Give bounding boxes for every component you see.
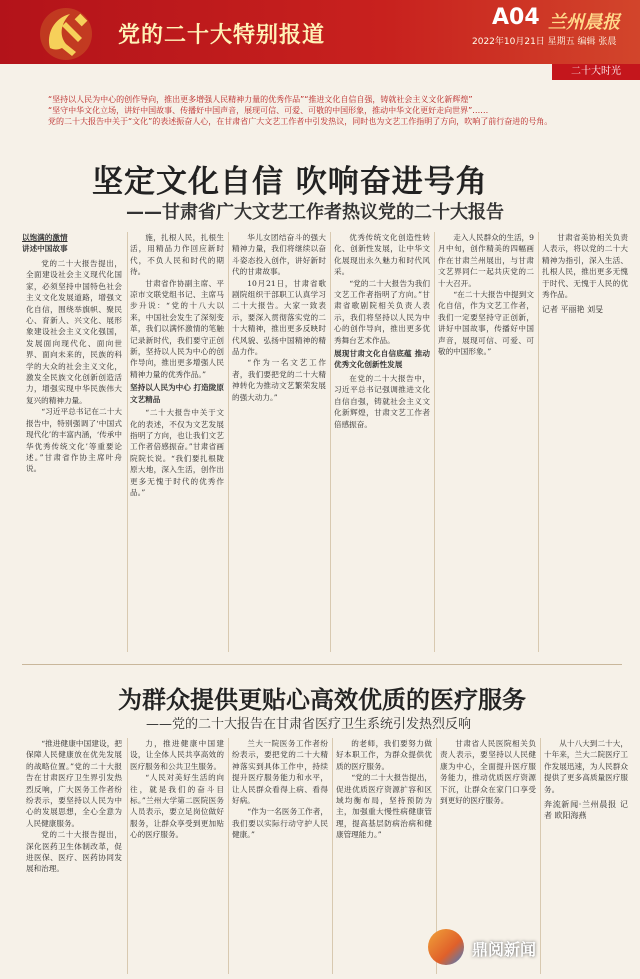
section-title: 党的二十大特别报道 xyxy=(118,23,326,48)
paragraph: 10月21日，甘肃省歌剧院组织干部职工认真学习二十大报告。大家一致表示，要深入贯彻落实党的二十大精神，推出更多反映时代风貌、弘扬中国精神的精品力作。 xyxy=(232,278,326,357)
paragraph: 施，扎根人民，扎根生活，用精品力作回应新时代，不负人民和时代的期待。 xyxy=(130,233,224,277)
article1-column-1 xyxy=(26,258,122,652)
paragraph: 党的二十大报告提出，全面建设社会主义现代化国家，必须坚持中国特色社会主义文化发展道路，增强文化自信，围绕举旗帜、聚民心、育新人、兴文化、展形象建设社会主义文化强国，发展面向现代化、面向世界、面向未来的，民族的科学的大众的社会主义文化，激发全民族文化创新创造活力，增强实现中华民族伟大复兴的精神力量。 xyxy=(26,259,122,405)
paragraph: 兰大一院医务工作者纷纷表示，要把党的二十大精神落实到具体工作中，持续提升医疗服务能力和水平，让人民群众看得上病、看得好病。 xyxy=(232,739,328,806)
paragraph: 甘肃省作协副主席、平凉市文联党组书记、主席马步升说：“党的十八大以来，中国社会发生了深刻变革，我们以满怀激情的笔触记录新时代，我们要守正创新，坚持以人民为中心的创作导向，推出更多增强人民精神力量的优秀作品。” xyxy=(130,278,224,379)
article1-column-5 xyxy=(438,232,534,652)
column-divider xyxy=(127,738,128,974)
main-subheadline: ——甘肃省广大文艺工作者热议党的二十大报告 xyxy=(126,202,504,223)
paragraph: 甘肃省人民医院相关负责人表示，要坚持以人民健康为中心，全面提升医疗服务能力，推动优质医疗资源下沉，让群众在家门口享受到更好的医疗服务。 xyxy=(440,739,536,806)
subtitle-line: 以饱满的激情 xyxy=(22,233,68,242)
lead-quotes xyxy=(48,94,602,127)
column-divider xyxy=(127,232,128,652)
column-divider xyxy=(434,232,435,652)
paragraph: “习近平总书记在二十大报告中，特别强调了‘中国式现代化’的丰富内涵，‘传承中华优秀传统文化’等重要论述。”甘肃省作协主席叶舟说。 xyxy=(26,407,122,474)
main-headline: 坚定文化自信 吹响奋进号角 xyxy=(92,164,488,200)
party-emblem-icon xyxy=(36,4,98,62)
app-logo-icon xyxy=(428,929,464,965)
paragraph: 的老师，我们要努力做好本职工作，为群众提供优质的医疗服务。 xyxy=(336,739,432,771)
paragraph: “作为一名医务工作者，我们要以实际行动守护人民健康。” xyxy=(232,807,328,840)
subtitle-line: 讲述中国故事 xyxy=(22,244,68,253)
app-watermark[interactable] xyxy=(428,927,578,973)
article1-column-4 xyxy=(334,232,430,652)
article1-column-2 xyxy=(130,232,224,652)
second-headline: 为群众提供更贴心高效优质的医疗服务 xyxy=(118,686,526,714)
paper-name: 兰州晨报 xyxy=(548,12,620,33)
paragraph: 从十八大到二十大，十年来，兰大二院医疗工作发展迅速，为人民群众提供了更多高质量医疗服务。 xyxy=(544,739,628,794)
lead-line: “坚守中华文化立场，讲好中国故事、传播好中国声音，展现可信、可爱、可敬的中国形象，推动中华文化更好走向世界”…… xyxy=(48,106,489,115)
paragraph: “人民对美好生活的向往，就是我们的奋斗目标。”兰州大学第二医院医务人员表示，要立足岗位做好服务，让群众享受到更加贴心的医疗服务。 xyxy=(130,773,224,840)
article2-column-3 xyxy=(232,738,328,974)
article2-column-2 xyxy=(130,738,224,974)
section-subtitle: 展现甘肃文化自信底蕴 推动优秀文化创新性发展 xyxy=(334,349,430,370)
paragraph: 党的二十大报告提出，深化医药卫生体制改革，促进医保、医疗、医药协同发展和治理。 xyxy=(26,830,122,874)
column-divider xyxy=(332,738,333,974)
article2-column-4 xyxy=(336,738,432,974)
lead-line: 党的二十大报告中关于“文化”的表述振奋人心，在甘肃省广大文艺工作者中引发热议，同时也为文艺工作指明了方向，吹响了前行奋进的号角。 xyxy=(48,117,553,126)
section-subtitle: 坚持以人民为中心 打造陇原文艺精品 xyxy=(130,383,224,404)
page-header xyxy=(0,0,640,64)
column-divider xyxy=(228,738,229,974)
paragraph: “党的二十大报告提出，促进优质医疗资源扩容和区域均衡布局，坚持预防为主，加强重大慢性病健康管理，提高基层防病治病和健康管理能力。” xyxy=(336,773,432,840)
paragraph: 在党的二十大报告中，习近平总书记强调推进文化自信自强，铸就社会主义文化新辉煌，甘肃文艺工作者倍感振奋。 xyxy=(334,373,430,429)
page-number: A04 xyxy=(492,5,540,30)
byline: 奔流新闻·兰州晨报 记者 欧阳海燕 xyxy=(544,800,628,821)
column-subtitle-box xyxy=(22,232,128,258)
paragraph: 甘肃省美协相关负责人表示，将以党的二十大精神为指引，深入生活、扎根人民，推出更多无愧于时代、无愧于人民的优秀作品。 xyxy=(542,233,628,300)
lead-line: “坚持以人民为中心的创作导向，推出更多增强人民精神力量的优秀作品”“推进文化自信自强，铸就社会主义文化新辉煌” xyxy=(48,95,473,104)
paragraph: “党的二十大报告为我们文艺工作者指明了方向。”甘肃省歌剧院相关负责人表示，我们将坚持以人民为中心的创作导向，推出更多优秀舞台艺术作品。 xyxy=(334,278,430,345)
second-subheadline: ——党的二十大报告在甘肃省医疗卫生系统引发热烈反响 xyxy=(146,717,472,732)
paragraph: 力，推进健康中国建设，让全体人民共享高效的医疗服务和公共卫生服务。 xyxy=(130,739,224,771)
paragraph: “二十大报告中关于文化的表述，不仅为文艺发展指明了方向，也让我们文艺工作者倍感振奋。”甘肃省画院院长说。“我们要扎根陇原大地，深入生活，创作出更多无愧于时代的优秀作品。” xyxy=(130,408,224,497)
column-divider xyxy=(228,232,229,652)
article-divider xyxy=(22,664,622,665)
paragraph: 优秀传统文化创造性转化、创新性发展，让中华文化展现出永久魅力和时代风采。 xyxy=(334,233,430,277)
article2-column-1 xyxy=(26,738,122,974)
article1-column-6 xyxy=(542,232,628,652)
paragraph: “在二十大报告中提到文化自信，作为文艺工作者，我们一定要坚持守正创新，讲好中国故事，传播好中国声音，展现可信、可爱、可敬的中国形象。” xyxy=(438,290,534,357)
section-tag: 二十大时光 xyxy=(552,64,640,80)
paragraph: 走入人民群众的生活，9月中旬，创作精美的四幅画作在甘肃兰州展出，与甘肃文艺界同仁一起共庆党的二十大召开。 xyxy=(438,233,534,288)
paragraph: 华儿女团结奋斗的强大精神力量，我们将继续以奋斗姿态投入创作，讲好新时代的甘肃故事。 xyxy=(232,233,326,277)
date-line: 2022年10月21日 星期五 编辑 张晨 xyxy=(472,37,617,47)
paragraph: “作为一名文艺工作者，我们要把党的二十大精神转化为推动文艺繁荣发展的强大动力。” xyxy=(232,358,326,402)
column-divider xyxy=(330,232,331,652)
watermark-text: 鼎阅新闻 xyxy=(472,940,537,959)
column-divider xyxy=(538,232,539,652)
byline: 记者 平丽艳 刘旻 xyxy=(542,305,604,315)
article1-column-3 xyxy=(232,232,326,652)
paragraph: “推进健康中国建设，把保障人民健康放在优先发展的战略位置。”党的二十大报告在甘肃医疗卫生界引发热烈反响，广大医务工作者纷纷表示，要坚持以人民为中心的发展思想，全心全意为人民健康服务。 xyxy=(26,739,122,828)
